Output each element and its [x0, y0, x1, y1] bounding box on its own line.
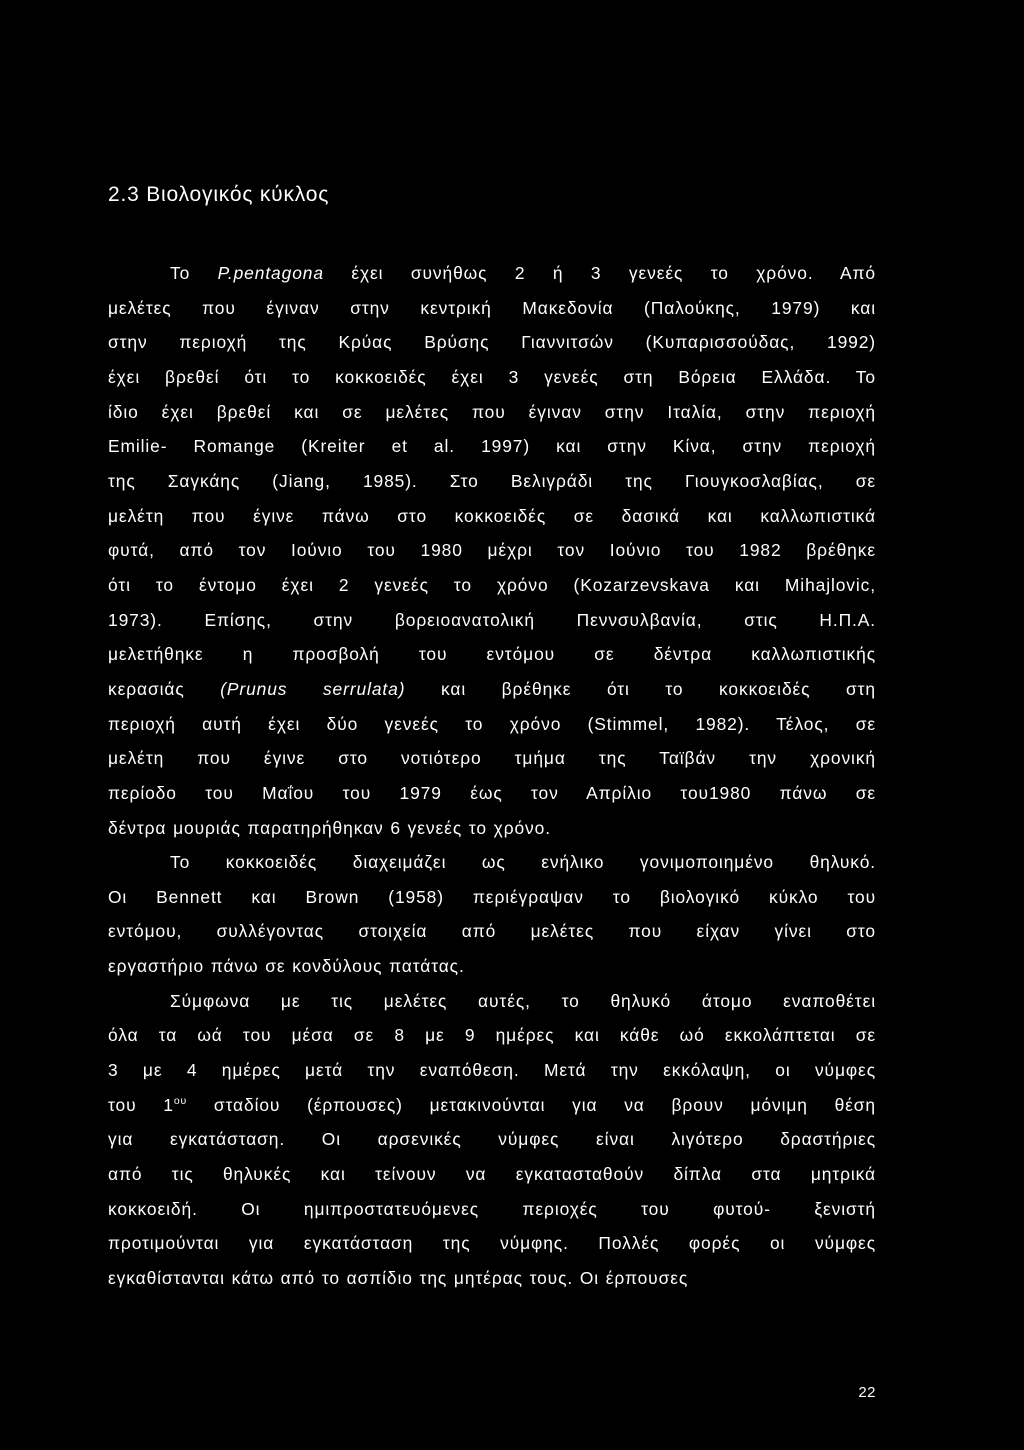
text-line: κοκκοειδή. Οι ημιπροστατευόμενες περιοχές του φυτού- ξενιστή: [108, 1198, 876, 1219]
italic-text: (Prunus serrulata): [220, 678, 406, 699]
text-line: περιοχή αυτή έχει δύο γενεές το χρόνο (Stimmel, 1982). Τέλος, σε: [108, 713, 876, 734]
text-line: μελέτη που έγινε στο νοτιότερο τμήμα της Ταϊβάν την χρονική: [108, 748, 876, 769]
text-line: όλα τα ωά του μέσα σε 8 με 9 ημέρες και κάθε ωό εκκολάπτεται σε: [108, 1025, 876, 1046]
text-line: εγκαθίστανται κάτω από το ασπίδιο της μητέρας τους. Οι έρπουσες: [108, 1268, 689, 1289]
text-line: περίοδο του Μαΐου του 1979 έως τον Απρίλιο του1980 πάνω σε: [108, 782, 876, 803]
text-line: φυτά, από τον Ιούνιο του 1980 μέχρι τον Ιούνιο του 1982 βρέθηκε: [108, 540, 876, 561]
text-line: από τις θηλυκές και τείνουν να εγκατασταθούν δίπλα στα μητρικά: [108, 1164, 876, 1185]
text-line: προτιμούνται για εγκατάσταση της νύμφης. Πολλές φορές οι νύμφες: [108, 1233, 876, 1254]
italic-text: P.pentagona: [217, 263, 324, 283]
paragraph: [108, 256, 876, 845]
text-line: 3 με 4 ημέρες μετά την εναπόθεση. Μετά την εκκόλαψη, οι νύμφες: [108, 1060, 876, 1081]
text-line: ίδιο έχει βρεθεί και σε μελέτες που έγιναν στην Ιταλία, στην περιοχή: [108, 401, 876, 422]
superscript: ου: [173, 1095, 188, 1107]
page-number: 22: [858, 1384, 876, 1401]
text-line: μελέτες που έγιναν στην κεντρική Μακεδονία (Παλούκης, 1979) και: [108, 297, 876, 318]
section-heading: 2.3 Βιολογικός κύκλος: [108, 183, 330, 206]
text-line: Το κοκκοειδές διαχειμάζει ως ενήλικο γονιμοποιημένο θηλυκό.: [170, 852, 876, 873]
text-line: ότι το έντομο έχει 2 γενεές το χρόνο (Kozarzevskava και Mihajlovic,: [108, 574, 876, 595]
text-line: Emilie- Romange (Kreiter et al. 1997) και στην Κίνα, στην περιοχή: [108, 436, 876, 457]
text-line: έχει βρεθεί ότι το κοκκοειδές έχει 3 γενεές στη Βόρεια Ελλάδα. Το: [108, 366, 876, 387]
text-line: 1973). Επίσης, στην βορειοανατολική Πεννσυλβανία, στις Η.Π.Α.: [108, 609, 876, 630]
text-line: στην περιοχή της Κρύας Βρύσης Γιαννιτσών (Κυπαρισσούδας, 1992): [108, 332, 876, 353]
text-line: Οι Bennett και Brown (1958) περιέγραψαν το βιολογικό κύκλο του: [108, 886, 876, 907]
text-line: δέντρα μουριάς παρατηρήθηκαν 6 γενεές το χρόνο.: [108, 817, 551, 838]
text-line: της Σαγκάης (Jiang, 1985). Στο Βελιγράδι της Γιουγκοσλαβίας, σε: [108, 470, 876, 491]
text-line: μελέτη που έγινε πάνω στο κοκκοειδές σε δασικά και καλλωπιστικά: [108, 505, 876, 526]
text-line: μελετήθηκε η προσβολή του εντόμου σε δέντρα καλλωπιστικής: [108, 644, 876, 665]
paragraph: [108, 845, 876, 984]
text-line: κερασιάς (Prunus serrulata) και βρέθηκε ότι το κοκκοειδές στη: [108, 678, 876, 699]
paragraph: [108, 984, 876, 1296]
text-line: για εγκατάσταση. Οι αρσενικές νύμφες είναι λιγότερο δραστήριες: [108, 1129, 876, 1150]
text-line: Το P.pentagona έχει συνήθως 2 ή 3 γενεές το χρόνο. Από: [170, 263, 876, 283]
text-line: Σύμφωνα με τις μελέτες αυτές, το θηλυκό άτομο εναποθέτει: [170, 990, 876, 1011]
body-text: [108, 256, 876, 1296]
text-line: εργαστήριο πάνω σε κονδύλους πατάτας.: [108, 956, 465, 977]
text-line: εντόμου, συλλέγοντας στοιχεία από μελέτες που είχαν γίνει στο: [108, 921, 876, 942]
text-line: του $1^{o\upsilon}$ σταδίου (έρπουσες) μετακινούνται για να βρουν μόνιμη θέση: [108, 1094, 877, 1115]
